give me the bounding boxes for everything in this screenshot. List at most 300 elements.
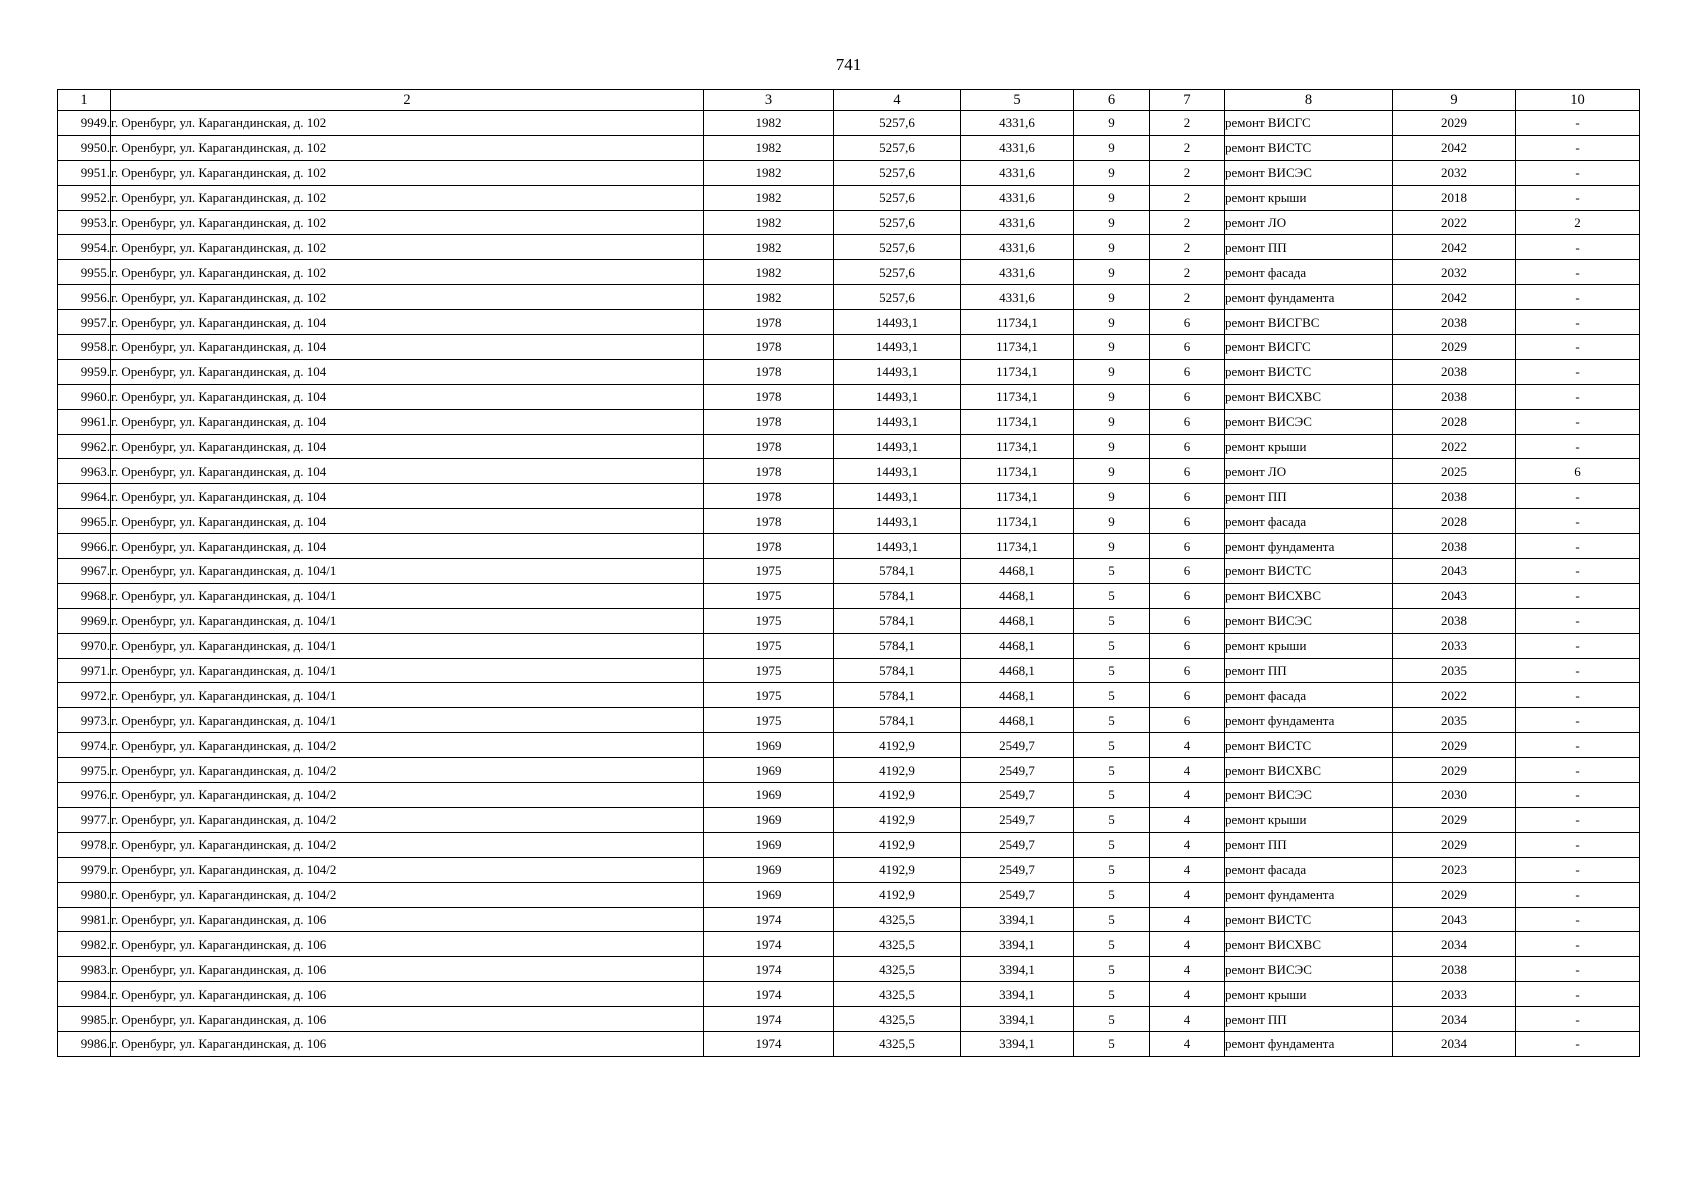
total-area-cell: 5784,1 — [834, 658, 961, 683]
table-row — [58, 135, 1640, 160]
total-area-cell: 4325,5 — [834, 932, 961, 957]
floors-cell: 9 — [1074, 185, 1150, 210]
work-type-cell: ремонт ЛО — [1225, 459, 1393, 484]
count-cell: - — [1516, 982, 1640, 1007]
count-cell: - — [1516, 683, 1640, 708]
living-area-cell: 3394,1 — [961, 957, 1074, 982]
planned-year-cell: 2029 — [1393, 832, 1516, 857]
row-number-cell: 9974. — [58, 733, 111, 758]
work-type-cell: ремонт ПП — [1225, 832, 1393, 857]
table-row — [58, 534, 1640, 559]
address-cell: г. Оренбург, ул. Карагандинская, д. 106 — [111, 982, 704, 1007]
row-number-cell: 9984. — [58, 982, 111, 1007]
floors-cell: 9 — [1074, 285, 1150, 310]
row-number-cell: 9981. — [58, 907, 111, 932]
total-area-cell: 5784,1 — [834, 583, 961, 608]
count-cell: - — [1516, 434, 1640, 459]
living-area-cell: 4468,1 — [961, 683, 1074, 708]
year-built-cell: 1969 — [704, 783, 834, 808]
living-area-cell: 11734,1 — [961, 434, 1074, 459]
work-type-cell: ремонт ВИСТС — [1225, 907, 1393, 932]
address-cell: г. Оренбург, ул. Карагандинская, д. 102 — [111, 185, 704, 210]
total-area-cell: 5784,1 — [834, 683, 961, 708]
living-area-cell: 4468,1 — [961, 658, 1074, 683]
address-cell: г. Оренбург, ул. Карагандинская, д. 104/1 — [111, 683, 704, 708]
year-built-cell: 1969 — [704, 857, 834, 882]
count-cell: - — [1516, 335, 1640, 360]
living-area-cell: 4331,6 — [961, 285, 1074, 310]
total-area-cell: 14493,1 — [834, 434, 961, 459]
floors-cell: 5 — [1074, 857, 1150, 882]
living-area-cell: 4468,1 — [961, 559, 1074, 584]
entrances-cell: 6 — [1150, 633, 1225, 658]
year-built-cell: 1982 — [704, 160, 834, 185]
living-area-cell: 11734,1 — [961, 459, 1074, 484]
floors-cell: 5 — [1074, 932, 1150, 957]
living-area-cell: 11734,1 — [961, 484, 1074, 509]
page-number: 741 — [835, 55, 862, 74]
work-type-cell: ремонт крыши — [1225, 185, 1393, 210]
address-cell: г. Оренбург, ул. Карагандинская, д. 104/2 — [111, 733, 704, 758]
table-row — [58, 359, 1640, 384]
floors-cell: 9 — [1074, 160, 1150, 185]
count-cell: - — [1516, 907, 1640, 932]
year-built-cell: 1978 — [704, 359, 834, 384]
living-area-cell: 2549,7 — [961, 882, 1074, 907]
count-cell: - — [1516, 260, 1640, 285]
row-number-cell: 9968. — [58, 583, 111, 608]
entrances-cell: 6 — [1150, 559, 1225, 584]
planned-year-cell: 2038 — [1393, 534, 1516, 559]
count-cell: - — [1516, 559, 1640, 584]
table-row — [58, 160, 1640, 185]
count-cell: - — [1516, 235, 1640, 260]
floors-cell: 5 — [1074, 783, 1150, 808]
planned-year-cell: 2023 — [1393, 857, 1516, 882]
address-cell: г. Оренбург, ул. Карагандинская, д. 104/1 — [111, 583, 704, 608]
count-cell: - — [1516, 1007, 1640, 1032]
count-cell: - — [1516, 534, 1640, 559]
table-row — [58, 434, 1640, 459]
living-area-cell: 2549,7 — [961, 832, 1074, 857]
living-area-cell: 2549,7 — [961, 857, 1074, 882]
row-number-cell: 9986. — [58, 1031, 111, 1056]
row-number-cell: 9976. — [58, 783, 111, 808]
floors-cell: 9 — [1074, 359, 1150, 384]
row-number-cell: 9973. — [58, 708, 111, 733]
entrances-cell: 4 — [1150, 882, 1225, 907]
count-cell: - — [1516, 509, 1640, 534]
row-number-cell: 9952. — [58, 185, 111, 210]
address-cell: г. Оренбург, ул. Карагандинская, д. 104 — [111, 409, 704, 434]
address-cell: г. Оренбург, ул. Карагандинская, д. 102 — [111, 210, 704, 235]
row-number-cell: 9971. — [58, 658, 111, 683]
total-area-cell: 5257,6 — [834, 235, 961, 260]
address-cell: г. Оренбург, ул. Карагандинская, д. 104/1 — [111, 608, 704, 633]
count-cell: - — [1516, 932, 1640, 957]
row-number-cell: 9979. — [58, 857, 111, 882]
address-cell: г. Оренбург, ул. Карагандинская, д. 104 — [111, 359, 704, 384]
address-cell: г. Оренбург, ул. Карагандинская, д. 104 — [111, 459, 704, 484]
living-area-cell: 3394,1 — [961, 1031, 1074, 1056]
total-area-cell: 5784,1 — [834, 708, 961, 733]
row-number-cell: 9963. — [58, 459, 111, 484]
living-area-cell: 11734,1 — [961, 335, 1074, 360]
count-cell: - — [1516, 484, 1640, 509]
total-area-cell: 4192,9 — [834, 882, 961, 907]
total-area-cell: 4192,9 — [834, 733, 961, 758]
address-cell: г. Оренбург, ул. Карагандинская, д. 102 — [111, 160, 704, 185]
year-built-cell: 1975 — [704, 608, 834, 633]
living-area-cell: 4331,6 — [961, 185, 1074, 210]
planned-year-cell: 2035 — [1393, 708, 1516, 733]
count-cell: - — [1516, 658, 1640, 683]
work-type-cell: ремонт фундамента — [1225, 285, 1393, 310]
work-type-cell: ремонт фундамента — [1225, 882, 1393, 907]
total-area-cell: 4192,9 — [834, 783, 961, 808]
floors-cell: 9 — [1074, 534, 1150, 559]
address-cell: г. Оренбург, ул. Карагандинская, д. 104 — [111, 484, 704, 509]
count-cell: - — [1516, 359, 1640, 384]
total-area-cell: 4192,9 — [834, 807, 961, 832]
entrances-cell: 6 — [1150, 658, 1225, 683]
entrances-cell: 6 — [1150, 434, 1225, 459]
floors-cell: 9 — [1074, 135, 1150, 160]
work-type-cell: ремонт ПП — [1225, 1007, 1393, 1032]
floors-cell: 5 — [1074, 1007, 1150, 1032]
work-type-cell: ремонт ВИСХВС — [1225, 932, 1393, 957]
count-cell: - — [1516, 409, 1640, 434]
total-area-cell: 14493,1 — [834, 310, 961, 335]
entrances-cell: 4 — [1150, 907, 1225, 932]
address-cell: г. Оренбург, ул. Карагандинская, д. 102 — [111, 285, 704, 310]
living-area-cell: 11734,1 — [961, 359, 1074, 384]
column-header: 2 — [111, 90, 704, 111]
table-row — [58, 583, 1640, 608]
entrances-cell: 6 — [1150, 459, 1225, 484]
row-number-cell: 9956. — [58, 285, 111, 310]
floors-cell: 5 — [1074, 683, 1150, 708]
table-row — [58, 509, 1640, 534]
total-area-cell: 4192,9 — [834, 758, 961, 783]
year-built-cell: 1982 — [704, 235, 834, 260]
year-built-cell: 1982 — [704, 185, 834, 210]
entrances-cell: 2 — [1150, 160, 1225, 185]
row-number-cell: 9972. — [58, 683, 111, 708]
address-cell: г. Оренбург, ул. Карагандинская, д. 106 — [111, 907, 704, 932]
living-area-cell: 4331,6 — [961, 235, 1074, 260]
work-type-cell: ремонт ВИСХВС — [1225, 758, 1393, 783]
row-number-cell: 9955. — [58, 260, 111, 285]
floors-cell: 5 — [1074, 907, 1150, 932]
year-built-cell: 1969 — [704, 832, 834, 857]
entrances-cell: 6 — [1150, 409, 1225, 434]
work-type-cell: ремонт фасада — [1225, 857, 1393, 882]
table-row — [58, 683, 1640, 708]
living-area-cell: 4331,6 — [961, 111, 1074, 136]
table-row — [58, 235, 1640, 260]
planned-year-cell: 2042 — [1393, 285, 1516, 310]
year-built-cell: 1982 — [704, 260, 834, 285]
work-type-cell: ремонт крыши — [1225, 434, 1393, 459]
address-cell: г. Оренбург, ул. Карагандинская, д. 104/2 — [111, 882, 704, 907]
floors-cell: 5 — [1074, 832, 1150, 857]
address-cell: г. Оренбург, ул. Карагандинская, д. 104/2 — [111, 857, 704, 882]
table-row — [58, 907, 1640, 932]
year-built-cell: 1969 — [704, 807, 834, 832]
entrances-cell: 2 — [1150, 135, 1225, 160]
work-type-cell: ремонт фасада — [1225, 683, 1393, 708]
column-header: 10 — [1516, 90, 1640, 111]
count-cell: - — [1516, 1031, 1640, 1056]
entrances-cell: 6 — [1150, 608, 1225, 633]
row-number-cell: 9977. — [58, 807, 111, 832]
entrances-cell: 4 — [1150, 733, 1225, 758]
total-area-cell: 5784,1 — [834, 633, 961, 658]
year-built-cell: 1974 — [704, 982, 834, 1007]
total-area-cell: 5784,1 — [834, 608, 961, 633]
entrances-cell: 6 — [1150, 509, 1225, 534]
work-type-cell: ремонт крыши — [1225, 633, 1393, 658]
entrances-cell: 4 — [1150, 1031, 1225, 1056]
total-area-cell: 14493,1 — [834, 509, 961, 534]
count-cell: - — [1516, 708, 1640, 733]
entrances-cell: 6 — [1150, 310, 1225, 335]
planned-year-cell: 2038 — [1393, 957, 1516, 982]
work-type-cell: ремонт ВИСЭС — [1225, 409, 1393, 434]
living-area-cell: 2549,7 — [961, 783, 1074, 808]
work-type-cell: ремонт ВИСТС — [1225, 135, 1393, 160]
table-row — [58, 310, 1640, 335]
table-row — [58, 559, 1640, 584]
entrances-cell: 2 — [1150, 210, 1225, 235]
table-row — [58, 384, 1640, 409]
living-area-cell: 4331,6 — [961, 210, 1074, 235]
living-area-cell: 4331,6 — [961, 135, 1074, 160]
count-cell: - — [1516, 832, 1640, 857]
work-type-cell: ремонт ВИСХВС — [1225, 384, 1393, 409]
floors-cell: 5 — [1074, 882, 1150, 907]
address-cell: г. Оренбург, ул. Карагандинская, д. 104/1 — [111, 708, 704, 733]
total-area-cell: 4325,5 — [834, 982, 961, 1007]
address-cell: г. Оренбург, ул. Карагандинская, д. 104 — [111, 384, 704, 409]
column-header: 3 — [704, 90, 834, 111]
year-built-cell: 1978 — [704, 509, 834, 534]
row-number-cell: 9961. — [58, 409, 111, 434]
address-cell: г. Оренбург, ул. Карагандинская, д. 104 — [111, 310, 704, 335]
living-area-cell: 2549,7 — [961, 758, 1074, 783]
address-cell: г. Оренбург, ул. Карагандинская, д. 104/1 — [111, 658, 704, 683]
work-type-cell: ремонт ВИСТС — [1225, 733, 1393, 758]
floors-cell: 9 — [1074, 484, 1150, 509]
row-number-cell: 9969. — [58, 608, 111, 633]
work-type-cell: ремонт ПП — [1225, 235, 1393, 260]
work-type-cell: ремонт ВИСЭС — [1225, 160, 1393, 185]
count-cell: - — [1516, 807, 1640, 832]
address-cell: г. Оренбург, ул. Карагандинская, д. 106 — [111, 1007, 704, 1032]
table-row — [58, 459, 1640, 484]
row-number-cell: 9975. — [58, 758, 111, 783]
total-area-cell: 4192,9 — [834, 832, 961, 857]
table-row — [58, 1031, 1640, 1056]
entrances-cell: 4 — [1150, 1007, 1225, 1032]
row-number-cell: 9950. — [58, 135, 111, 160]
planned-year-cell: 2043 — [1393, 583, 1516, 608]
year-built-cell: 1978 — [704, 409, 834, 434]
column-header: 8 — [1225, 90, 1393, 111]
row-number-cell: 9953. — [58, 210, 111, 235]
entrances-cell: 4 — [1150, 832, 1225, 857]
year-built-cell: 1982 — [704, 135, 834, 160]
living-area-cell: 4331,6 — [961, 160, 1074, 185]
table-row — [58, 111, 1640, 136]
work-type-cell: ремонт фасада — [1225, 509, 1393, 534]
entrances-cell: 4 — [1150, 957, 1225, 982]
table-row — [58, 982, 1640, 1007]
planned-year-cell: 2028 — [1393, 509, 1516, 534]
planned-year-cell: 2029 — [1393, 758, 1516, 783]
floors-cell: 9 — [1074, 235, 1150, 260]
planned-year-cell: 2029 — [1393, 882, 1516, 907]
floors-cell: 5 — [1074, 733, 1150, 758]
count-cell: 6 — [1516, 459, 1640, 484]
row-number-cell: 9962. — [58, 434, 111, 459]
planned-year-cell: 2038 — [1393, 484, 1516, 509]
entrances-cell: 4 — [1150, 758, 1225, 783]
total-area-cell: 5257,6 — [834, 210, 961, 235]
year-built-cell: 1975 — [704, 683, 834, 708]
address-cell: г. Оренбург, ул. Карагандинская, д. 104/2 — [111, 832, 704, 857]
entrances-cell: 4 — [1150, 857, 1225, 882]
living-area-cell: 11734,1 — [961, 509, 1074, 534]
total-area-cell: 14493,1 — [834, 534, 961, 559]
entrances-cell: 6 — [1150, 484, 1225, 509]
floors-cell: 5 — [1074, 758, 1150, 783]
total-area-cell: 14493,1 — [834, 459, 961, 484]
table-row — [58, 633, 1640, 658]
floors-cell: 5 — [1074, 807, 1150, 832]
total-area-cell: 4325,5 — [834, 957, 961, 982]
planned-year-cell: 2029 — [1393, 111, 1516, 136]
row-number-cell: 9966. — [58, 534, 111, 559]
entrances-cell: 6 — [1150, 359, 1225, 384]
entrances-cell: 4 — [1150, 932, 1225, 957]
repair-schedule-table — [57, 89, 1640, 1057]
count-cell: - — [1516, 608, 1640, 633]
entrances-cell: 2 — [1150, 235, 1225, 260]
work-type-cell: ремонт ВИСГС — [1225, 335, 1393, 360]
count-cell: - — [1516, 583, 1640, 608]
count-cell: - — [1516, 384, 1640, 409]
floors-cell: 5 — [1074, 658, 1150, 683]
entrances-cell: 4 — [1150, 783, 1225, 808]
entrances-cell: 2 — [1150, 185, 1225, 210]
work-type-cell: ремонт ПП — [1225, 658, 1393, 683]
table-row — [58, 185, 1640, 210]
planned-year-cell: 2043 — [1393, 559, 1516, 584]
year-built-cell: 1969 — [704, 882, 834, 907]
row-number-cell: 9980. — [58, 882, 111, 907]
floors-cell: 5 — [1074, 982, 1150, 1007]
total-area-cell: 14493,1 — [834, 335, 961, 360]
planned-year-cell: 2034 — [1393, 932, 1516, 957]
planned-year-cell: 2042 — [1393, 135, 1516, 160]
planned-year-cell: 2030 — [1393, 783, 1516, 808]
work-type-cell: ремонт ПП — [1225, 484, 1393, 509]
planned-year-cell: 2035 — [1393, 658, 1516, 683]
year-built-cell: 1975 — [704, 708, 834, 733]
floors-cell: 9 — [1074, 111, 1150, 136]
table-row — [58, 957, 1640, 982]
planned-year-cell: 2038 — [1393, 608, 1516, 633]
year-built-cell: 1974 — [704, 1007, 834, 1032]
count-cell: - — [1516, 111, 1640, 136]
planned-year-cell: 2034 — [1393, 1007, 1516, 1032]
planned-year-cell: 2028 — [1393, 409, 1516, 434]
row-number-cell: 9964. — [58, 484, 111, 509]
address-cell: г. Оренбург, ул. Карагандинская, д. 104/2 — [111, 807, 704, 832]
year-built-cell: 1974 — [704, 957, 834, 982]
year-built-cell: 1974 — [704, 932, 834, 957]
work-type-cell: ремонт ВИСГВС — [1225, 310, 1393, 335]
floors-cell: 9 — [1074, 210, 1150, 235]
floors-cell: 5 — [1074, 633, 1150, 658]
total-area-cell: 4325,5 — [834, 907, 961, 932]
floors-cell: 9 — [1074, 509, 1150, 534]
row-number-cell: 9957. — [58, 310, 111, 335]
column-header: 7 — [1150, 90, 1225, 111]
entrances-cell: 2 — [1150, 111, 1225, 136]
row-number-cell: 9958. — [58, 335, 111, 360]
row-number-cell: 9982. — [58, 932, 111, 957]
table-row — [58, 260, 1640, 285]
row-number-cell: 9954. — [58, 235, 111, 260]
total-area-cell: 5784,1 — [834, 559, 961, 584]
work-type-cell: ремонт ВИСТС — [1225, 559, 1393, 584]
row-number-cell: 9959. — [58, 359, 111, 384]
row-number-cell: 9951. — [58, 160, 111, 185]
work-type-cell: ремонт ЛО — [1225, 210, 1393, 235]
planned-year-cell: 2022 — [1393, 434, 1516, 459]
count-cell: - — [1516, 160, 1640, 185]
year-built-cell: 1982 — [704, 111, 834, 136]
address-cell: г. Оренбург, ул. Карагандинская, д. 104/2 — [111, 783, 704, 808]
total-area-cell: 14493,1 — [834, 484, 961, 509]
row-number-cell: 9983. — [58, 957, 111, 982]
year-built-cell: 1978 — [704, 459, 834, 484]
table-row — [58, 658, 1640, 683]
floors-cell: 9 — [1074, 310, 1150, 335]
planned-year-cell: 2038 — [1393, 359, 1516, 384]
year-built-cell: 1975 — [704, 633, 834, 658]
work-type-cell: ремонт ВИСХВС — [1225, 583, 1393, 608]
planned-year-cell: 2032 — [1393, 260, 1516, 285]
entrances-cell: 2 — [1150, 260, 1225, 285]
entrances-cell: 6 — [1150, 384, 1225, 409]
address-cell: г. Оренбург, ул. Карагандинская, д. 106 — [111, 932, 704, 957]
work-type-cell: ремонт ВИСЭС — [1225, 957, 1393, 982]
total-area-cell: 14493,1 — [834, 409, 961, 434]
work-type-cell: ремонт фундамента — [1225, 708, 1393, 733]
table-row — [58, 758, 1640, 783]
year-built-cell: 1974 — [704, 907, 834, 932]
work-type-cell: ремонт фундамента — [1225, 534, 1393, 559]
living-area-cell: 11734,1 — [961, 384, 1074, 409]
total-area-cell: 4325,5 — [834, 1007, 961, 1032]
table-row — [58, 733, 1640, 758]
planned-year-cell: 2022 — [1393, 210, 1516, 235]
count-cell: 2 — [1516, 210, 1640, 235]
